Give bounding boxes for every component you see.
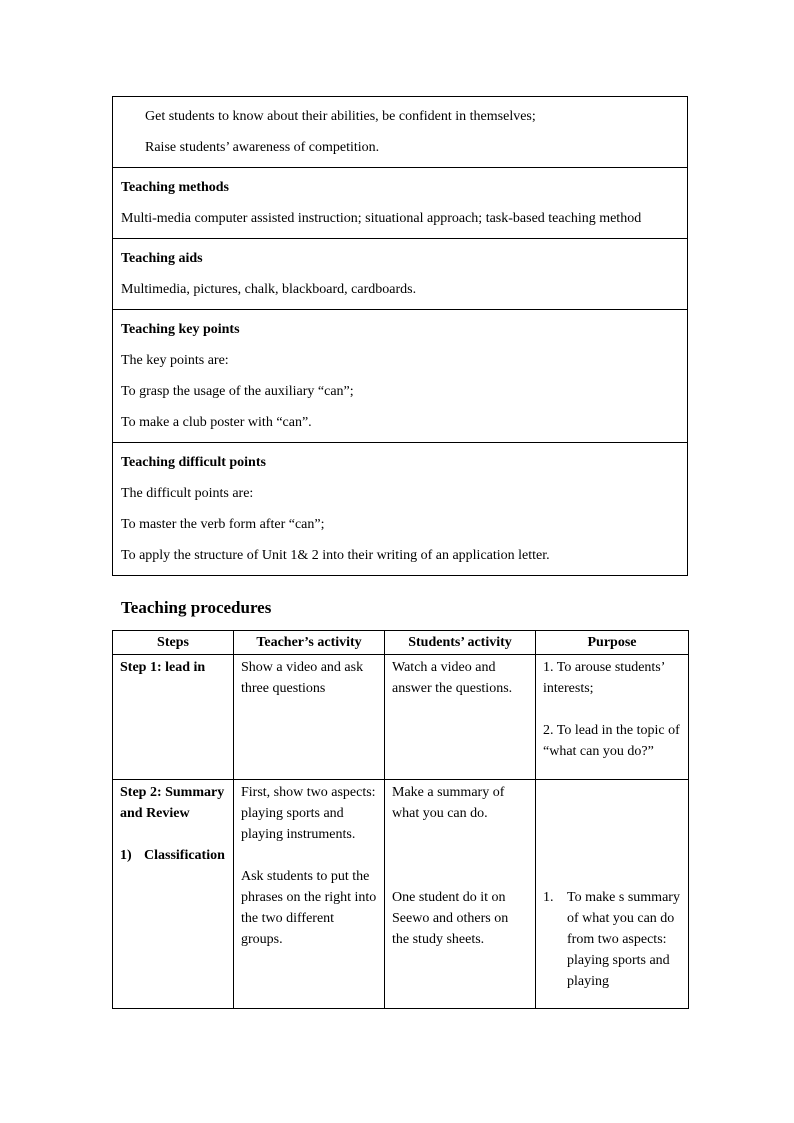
activity-text: Make a summary of what you can do. — [392, 785, 505, 821]
section-title: Teaching key points — [121, 322, 240, 337]
objective-line: Get students to know about their abilities, be confident in themselves; — [145, 109, 536, 124]
purpose-item: 1. To arouse students’ interests; — [543, 660, 665, 696]
activity-text: One student do it on Seewo and others on the study sheets. — [392, 890, 509, 947]
purpose-cell — [536, 780, 689, 1009]
activity-text: First, show two aspects: playing sports and playing instruments. — [241, 785, 376, 842]
difficult-points-section — [113, 442, 687, 575]
section-line: To grasp the usage of the auxiliary “can”; — [121, 384, 354, 399]
step-name: Step 2: Summary and Review — [120, 785, 225, 821]
section-line: The difficult points are: — [121, 486, 254, 501]
purpose-text: To make s summary of what you can do from two aspects: playing sports and playing — [567, 890, 680, 989]
table-row — [113, 655, 689, 780]
section-line: The key points are: — [121, 353, 229, 368]
procedures-heading: Teaching procedures — [121, 598, 272, 617]
column-header: Teacher’s activity — [234, 631, 385, 655]
step-cell — [113, 655, 234, 780]
sub-step-name: Classification — [144, 848, 225, 863]
lesson-info-table — [112, 96, 688, 576]
section-line: To make a club poster with “can”. — [121, 415, 312, 430]
procedures-table — [112, 630, 689, 1009]
column-header: Purpose — [536, 631, 689, 655]
sub-step-number: 1) — [120, 848, 132, 863]
section-text: Multimedia, pictures, chalk, blackboard, cardboards. — [121, 282, 417, 297]
key-points-section — [113, 309, 687, 442]
section-title: Teaching methods — [121, 180, 230, 195]
purpose-number: 1. — [543, 890, 554, 905]
column-header: Students’ activity — [385, 631, 536, 655]
objective-line: Raise students’ awareness of competition. — [145, 140, 380, 155]
column-header: Steps — [113, 631, 234, 655]
activity-text: Ask students to put the phrases on the right into the two different groups. — [241, 869, 377, 947]
purpose-item — [543, 887, 681, 992]
section-title: Teaching difficult points — [121, 455, 266, 470]
section-line: To apply the structure of Unit 1& 2 into their writing of an application letter. — [121, 548, 550, 563]
teaching-methods-section — [113, 167, 687, 238]
teacher-activity-cell — [234, 780, 385, 1009]
section-text: Multi-media computer assisted instruction; situational approach; task-based teaching method — [121, 211, 642, 226]
students-activity-cell — [385, 780, 536, 1009]
purpose-item: 2. To lead in the topic of “what can you do?” — [543, 723, 680, 759]
step-name: Step 1: lead in — [120, 660, 206, 675]
purpose-cell — [536, 655, 689, 780]
step-cell — [113, 780, 234, 1009]
table-header-row — [113, 631, 689, 655]
section-title: Teaching aids — [121, 251, 203, 266]
section-line: To master the verb form after “can”; — [121, 517, 325, 532]
table-row — [113, 780, 689, 1009]
students-activity-cell: Watch a video and answer the questions. — [385, 655, 536, 780]
objectives-section — [113, 97, 687, 167]
teaching-aids-section — [113, 238, 687, 309]
sub-step — [120, 845, 226, 866]
teacher-activity-cell: Show a video and ask three questions — [234, 655, 385, 780]
